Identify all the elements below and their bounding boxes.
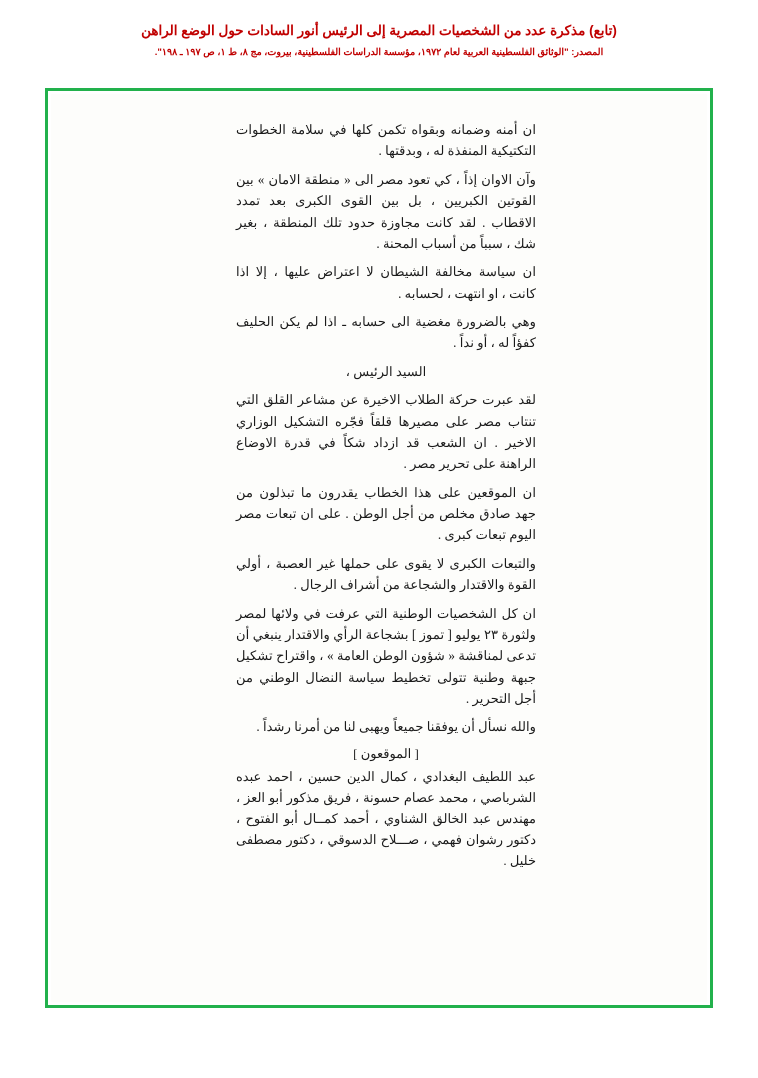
- paragraph: ان كل الشخصيات الوطنية التي عرفت في ولائها لمصر ولثورة ٢٣ يوليو [ تموز ] بشجاعة الرأي والاقتدار ينبغي أن تدعى لمناقشة « شؤون الوطن العامة » ، واقتراح تشكيل جبهة وطنية تتولى تخطيط سياسة النضال الوطني من أجل التحرير .: [236, 605, 536, 706]
- source-line: المصدر: "الوثائق الفلسطينية العربية لعام ١٩٧٢، مؤسسة الدراسات الفلسطينية، بيروت، مج ٨، ط ١، ص ١٩٧ ـ ١٩٨".: [154, 46, 604, 58]
- scanned-page-image: [51, 94, 707, 1002]
- paragraph: والتبعات الكبرى لا يقوى على حملها غير العصبة ، أولي القوة والاقتدار والشجاعة من أشراف الرجال .: [236, 555, 536, 593]
- paragraph: وآن الاوان إذاً ، كي تعود مصر الى « منطقة الامان » بين القوتين الكبريين ، بل بين القوى الكبرى بعد تمدد الاقطاب . لقد كانت مجاوزة حدود تلك المنطقة ، بغير شك ، سبباً من أسباب المحنة .: [236, 171, 536, 251]
- page-header: [0, 0, 758, 59]
- page-title: (تابع) مذكرة عدد من الشخصيات المصرية إلى الرئيس أنور السادات حول الوضع الراهن: [141, 23, 617, 38]
- paragraph: ان سياسة مخالفة الشيطان لا اعتراض عليها ، إلا اذا كانت ، او انتهت ، لحسابه .: [236, 264, 536, 301]
- document-frame: [45, 88, 713, 1008]
- paragraph: لقد عبرت حركة الطلاب الاخيرة عن مشاعر القلق التي تنتاب مصر على مصيرها قلقاً فجّره التشكيل الوزاري الاخير . ان الشعب قد ازداد شكاً في قدرة الاوضاع الراهنة على تحرير مصر .: [236, 392, 536, 472]
- paragraph: ان أمنه وضمانه وبقواه تكمن كلها في سلامة الخطوات التكتيكية المنفذة له ، وبدقتها .: [236, 122, 536, 159]
- closing-paragraph: والله نسأل أن يوفقنا جميعاً ويهبى لنا من أمرنا رشداً .: [256, 719, 536, 735]
- paragraph: ان الموقعين على هذا الخطاب يقدرون ما تبذلون من جهد صادق مخلص من أجل الوطن . على ان تبعات مصر اليوم تبعات كبرى .: [236, 484, 536, 543]
- paragraph: وهي بالضرورة مغضية الى حسابه ـ اذا لم يكن الحليف كفؤاً له ، أو نداً .: [236, 314, 536, 351]
- document-body: [236, 119, 536, 871]
- signers-list: عبد اللطيف البغدادي ، كمال الدين حسين ، احمد عبده الشرباصي ، محمد عصام حسونة ، فريق مذكور أبو العز ، مهندس عبد الخالق الشناوي ، أحمد كمــال أبو الفتوح ، دكتور رشوان فهمي ، صـــلاح الدسوقي ، دكتور مصطفى خليل .: [236, 768, 536, 868]
- salutation: السيد الرئيس ،: [345, 363, 427, 379]
- signers-heading: [ الموقعون ]: [353, 745, 419, 761]
